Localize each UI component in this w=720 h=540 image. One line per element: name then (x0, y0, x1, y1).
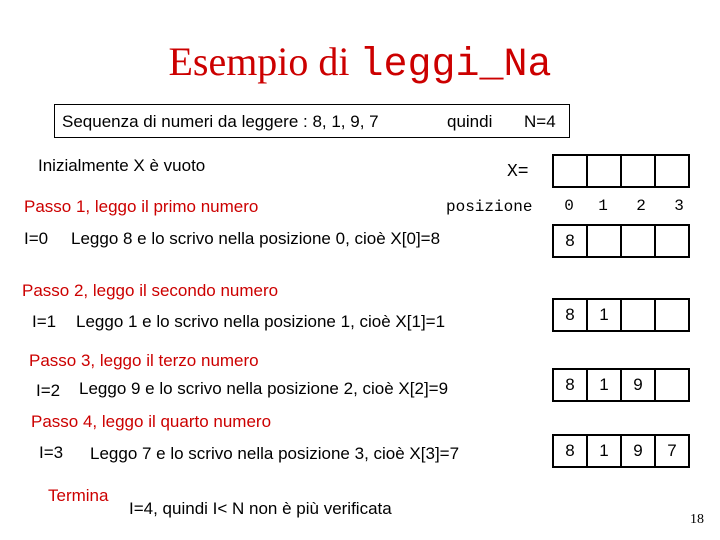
array-cell: 8 (552, 434, 588, 468)
step-i: I=2 (36, 381, 61, 400)
step-title: Passo 4, leggo il quarto numero (31, 412, 272, 431)
index-label: 0 (564, 197, 574, 215)
array-cell: 8 (552, 298, 588, 332)
array-empty (552, 154, 688, 188)
step-desc: Leggo 8 e lo scrivo nella posizione 0, cioè X[0]=8 (71, 229, 441, 248)
step-title: Passo 1, leggo il primo numero (24, 197, 259, 216)
array-cell: 9 (620, 434, 656, 468)
array-step1 (552, 224, 688, 258)
title-code: leggi_Na (359, 43, 552, 88)
quindi-text: quindi (447, 112, 493, 131)
initial-text: Inizialmente X è vuoto (38, 156, 206, 175)
array-cell (586, 154, 622, 188)
n-value: N=4 (524, 112, 556, 131)
array-cell: 8 (552, 224, 588, 258)
array-step2 (552, 298, 688, 332)
array-cell (620, 298, 656, 332)
array-cell: 1 (586, 368, 622, 402)
title-text: Esempio di (168, 39, 360, 84)
step-desc: Leggo 1 e lo scrivo nella posizione 1, cioè X[1]=1 (76, 312, 446, 331)
sequence-text: Sequenza di numeri da leggere : 8, 1, 9, 7 (62, 112, 379, 131)
array-cell: 9 (620, 368, 656, 402)
step-desc: Leggo 9 e lo scrivo nella posizione 2, cioè X[2]=9 (79, 379, 449, 398)
step-i: I=0 (24, 229, 49, 248)
index-label: 1 (598, 197, 608, 215)
array-cell: 1 (586, 298, 622, 332)
array-cell: 1 (586, 434, 622, 468)
step-i: I=3 (39, 443, 64, 462)
x-label: X= (507, 162, 529, 182)
step-i: I=1 (32, 312, 57, 331)
index-label: 3 (674, 197, 684, 215)
step-desc: Leggo 7 e lo scrivo nella posizione 3, cioè X[3]=7 (90, 444, 460, 463)
array-cell: 8 (552, 368, 588, 402)
array-cell (654, 224, 690, 258)
step-title: Passo 3, leggo il terzo numero (29, 351, 259, 370)
array-step3 (552, 368, 688, 402)
step-title: Passo 2, leggo il secondo numero (22, 281, 279, 300)
array-cell (586, 224, 622, 258)
position-label: posizione (446, 198, 533, 216)
index-label: 2 (636, 197, 646, 215)
array-cell (654, 154, 690, 188)
termina-label: Termina (48, 486, 109, 505)
array-cell: 7 (654, 434, 690, 468)
array-cell (654, 368, 690, 402)
array-cell (654, 298, 690, 332)
slide-title (0, 39, 720, 88)
array-cell (620, 154, 656, 188)
page-number: 18 (690, 512, 704, 527)
array-cell (620, 224, 656, 258)
array-step4 (552, 434, 688, 468)
ending-text: I=4, quindi I< N non è più verificata (129, 499, 392, 518)
array-cell (552, 154, 588, 188)
